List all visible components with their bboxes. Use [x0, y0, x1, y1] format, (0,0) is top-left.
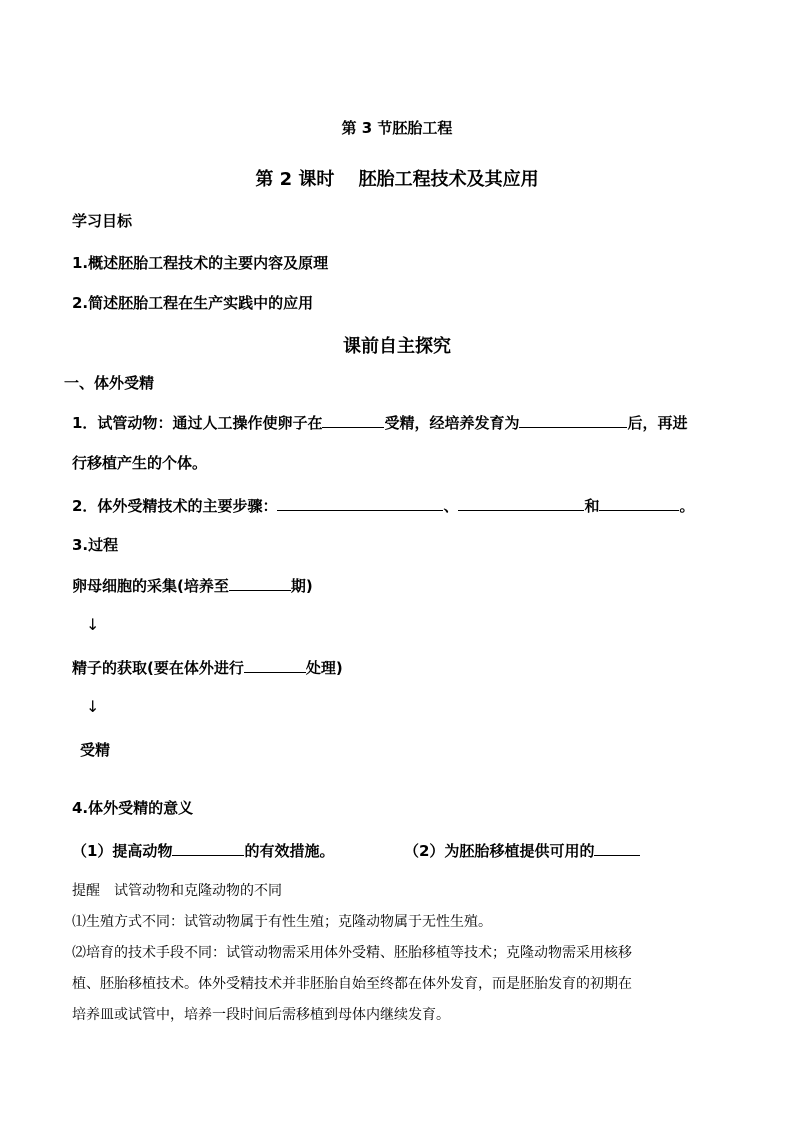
tip-line-3: 植、胚胎移植技术。体外受精技术并非胚胎自始至终都在体外发育，而是胚胎发育的初期在 — [72, 976, 632, 992]
section-title: 第 3 节胚胎工程 — [341, 119, 453, 137]
q4-1-text-b: 的有效措施。 — [244, 842, 335, 860]
blank — [322, 412, 384, 428]
q2-separator: 、 — [443, 497, 459, 515]
question-1-line-1 — [72, 412, 687, 433]
process-step-3: 受精 — [80, 741, 111, 759]
objectives-heading: 学习目标 — [72, 212, 133, 230]
process-step-2 — [72, 657, 343, 678]
explore-heading: 课前自主探究 — [343, 336, 451, 357]
q2-text-a: 2．体外受精技术的主要步骤： — [72, 497, 278, 515]
tip-title: 提醒 试管动物和克隆动物的不同 — [72, 883, 282, 899]
blank — [244, 657, 306, 673]
step2-text-a: 精子的获取(要在体外进行 — [72, 659, 244, 677]
question-3: 3.过程 — [72, 536, 119, 554]
step2-text-b: 处理) — [305, 659, 343, 677]
question-4-item-2 — [404, 840, 640, 861]
blank — [519, 412, 627, 428]
q1-text-b: 受精，经培养发育为 — [384, 414, 520, 432]
step1-text-b: 期) — [290, 577, 313, 595]
lesson-title: 第 2 课时 胚胎工程技术及其应用 — [255, 169, 539, 190]
q2-and: 和 — [584, 497, 600, 515]
down-arrow-icon: ↓ — [86, 615, 100, 634]
down-arrow-icon: ↓ — [86, 697, 100, 716]
tip-line-2: ⑵培育的技术手段不同：试管动物需采用体外受精、胚胎移植等技术；克隆动物需采用核移 — [72, 945, 632, 961]
q4-2-text-a: （2）为胚胎移植提供可用的 — [404, 842, 595, 860]
part-heading-in-vitro: 一、体外受精 — [64, 374, 155, 392]
blank — [594, 840, 640, 856]
blank — [172, 840, 244, 856]
q1-text-c: 后，再进 — [627, 414, 688, 432]
question-4-item-1 — [72, 840, 334, 861]
question-2 — [72, 495, 695, 516]
question-4: 4.体外受精的意义 — [72, 799, 194, 817]
q2-end: 。 — [679, 497, 695, 515]
q1-text-a: 1．试管动物：通过人工操作使卵子在 — [72, 414, 323, 432]
blank — [229, 575, 291, 591]
tip-line-4: 培养皿或试管中，培养一段时间后需移植到母体内继续发育。 — [72, 1007, 450, 1023]
objective-item-1: 1.概述胚胎工程技术的主要内容及原理 — [72, 254, 329, 272]
tip-line-1: ⑴生殖方式不同：试管动物属于有性生殖；克隆动物属于无性生殖。 — [72, 914, 492, 930]
question-1-line-2: 行移植产生的个体。 — [72, 454, 208, 472]
q4-1-text-a: （1）提高动物 — [72, 842, 173, 860]
step1-text-a: 卵母细胞的采集(培养至 — [72, 577, 229, 595]
blank — [458, 495, 584, 511]
blank — [599, 495, 679, 511]
objective-item-2: 2.简述胚胎工程在生产实践中的应用 — [72, 294, 314, 312]
blank — [277, 495, 443, 511]
process-step-1 — [72, 575, 313, 596]
